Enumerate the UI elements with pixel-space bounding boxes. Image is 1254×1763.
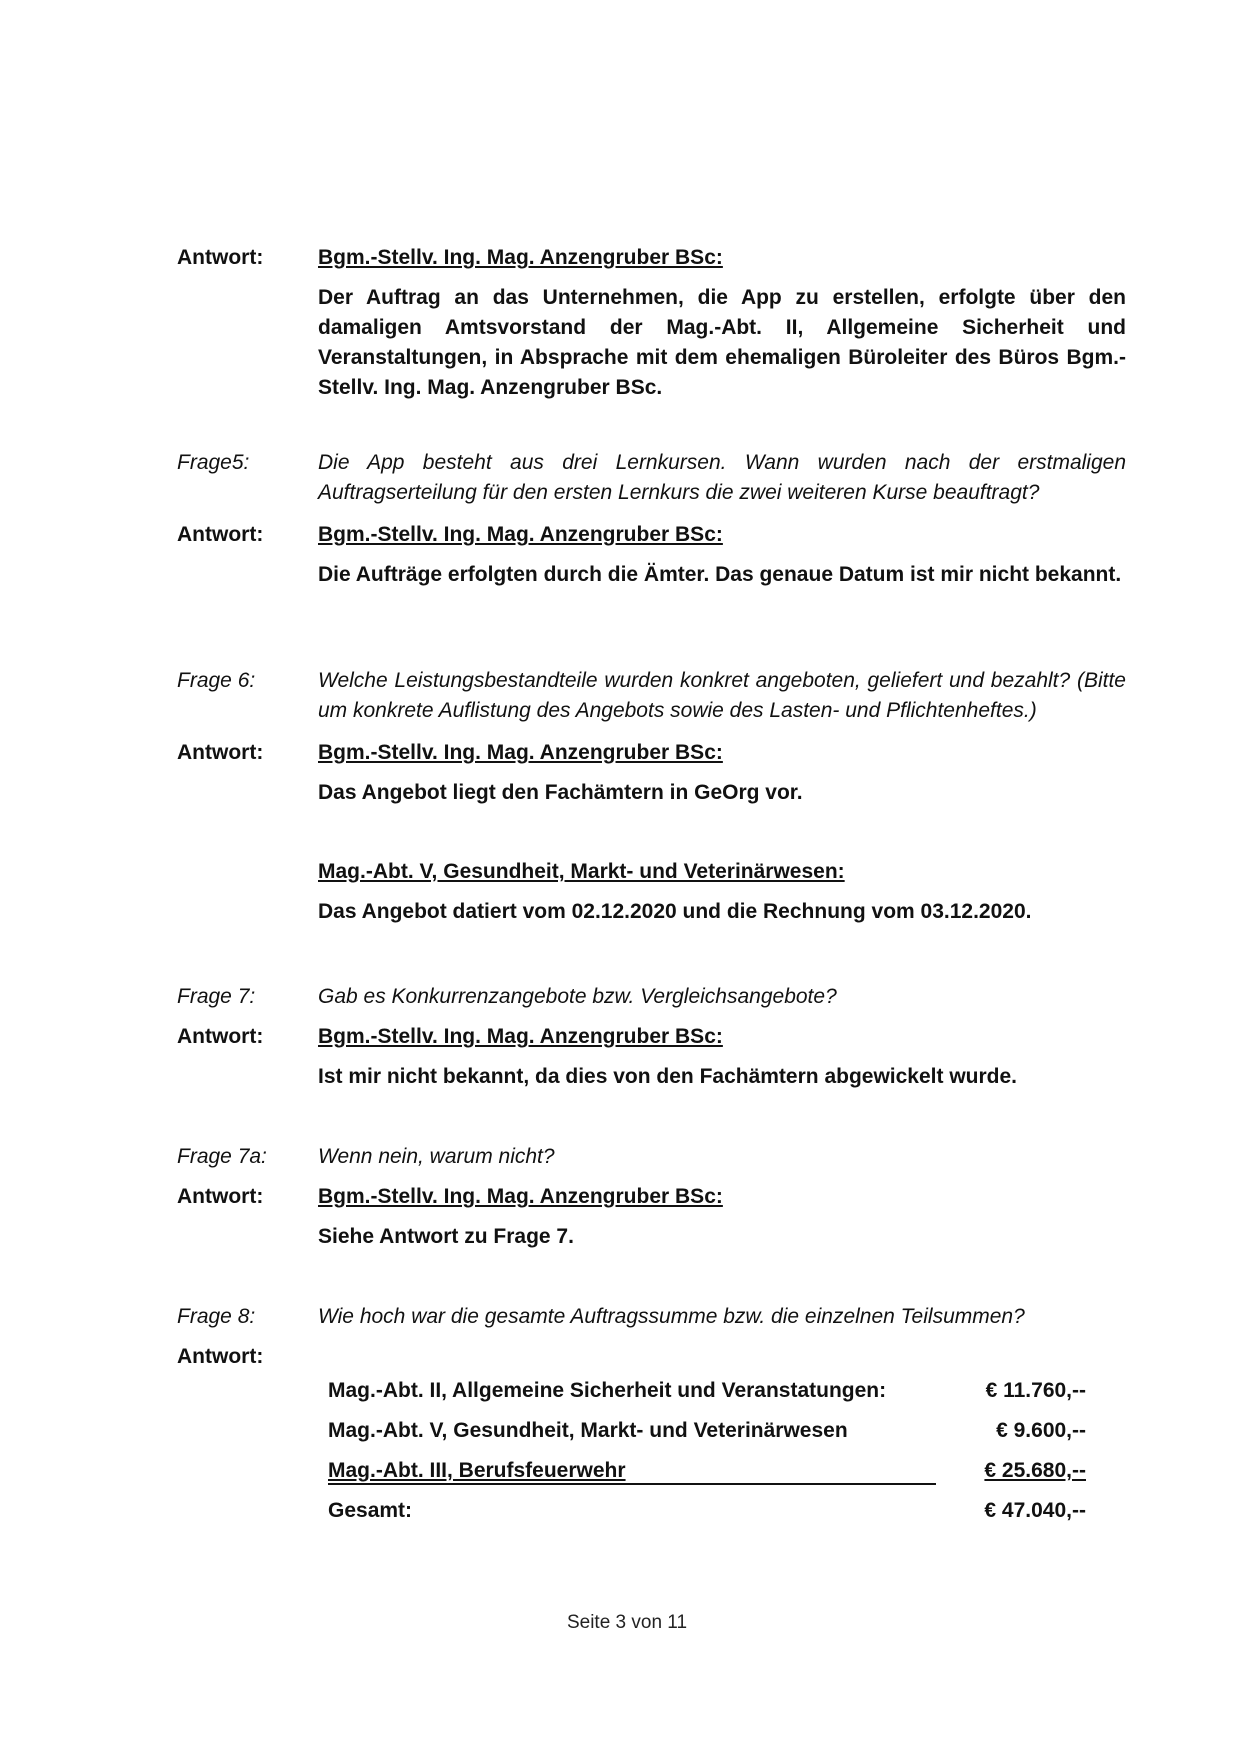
cost-row — [328, 1411, 1086, 1451]
page-number: Seite 3 von 11 — [566, 1612, 688, 1633]
department-heading: Mag.-Abt. V, Gesundheit, Markt- und Veterinärwesen: — [318, 860, 845, 883]
speaker-heading: Bgm.-Stellv. Ing. Mag. Anzengruber BSc: — [318, 523, 723, 546]
answer-text: Die Aufträge erfolgten durch die Ämter. Das genaue Datum ist mir nicht bekannt. — [318, 563, 1122, 586]
cost-total-label: Gesamt: — [328, 1499, 413, 1522]
answer-label: Antwort: — [177, 1345, 264, 1368]
answer-text: Das Angebot liegt den Fachämtern in GeOrg vor. — [318, 781, 803, 804]
answer-text: Siehe Antwort zu Frage 7. — [318, 1225, 574, 1248]
question-label: Frage 8: — [177, 1305, 256, 1328]
cost-row — [328, 1451, 1086, 1491]
cost-summary-table — [328, 1371, 1086, 1531]
cost-total-amount: € 47.040,-- — [984, 1499, 1086, 1522]
speaker-heading: Bgm.-Stellv. Ing. Mag. Anzengruber BSc: — [318, 1025, 723, 1048]
question-text: Die App besteht aus drei Lernkursen. Wann wurden nach der erstmaligen Auftragserteilung für den ersten Lernkurs die zwei weiteren Kurse beauftragt? — [318, 451, 1126, 504]
cost-row-amount: € 9.600,-- — [996, 1419, 1086, 1442]
answer-text: Das Angebot datiert vom 02.12.2020 und die Rechnung vom 03.12.2020. — [318, 900, 1032, 923]
question-text: Wenn nein, warum nicht? — [318, 1145, 555, 1168]
cost-total-row — [328, 1491, 1086, 1531]
answer-label: Antwort: — [177, 246, 264, 269]
question-label: Frage 6: — [177, 669, 256, 692]
answer-label: Antwort: — [177, 1025, 264, 1048]
cost-row-label: Mag.-Abt. II, Allgemeine Sicherheit und Veranstatungen: — [328, 1379, 887, 1402]
answer-text: Ist mir nicht bekannt, da dies von den Fachämtern abgewickelt wurde. — [318, 1065, 1017, 1088]
cost-row-label: Mag.-Abt. V, Gesundheit, Markt- und Veterinärwesen — [328, 1419, 848, 1442]
answer-label: Antwort: — [177, 523, 264, 546]
answer-text: Der Auftrag an das Unternehmen, die App zu erstellen, erfolgte über den damaligen Amtsvorstand der Mag.-Abt. II, Allgemeine Sicherheit und Veranstaltungen, in Absprache mit dem ehemaligen Büroleiter des Büros Bgm.-Stellv. Ing. Mag. Anzengruber BSc. — [318, 286, 1126, 399]
speaker-heading: Bgm.-Stellv. Ing. Mag. Anzengruber BSc: — [318, 1185, 723, 1208]
question-label: Frage5: — [177, 451, 250, 474]
speaker-heading: Bgm.-Stellv. Ing. Mag. Anzengruber BSc: — [318, 246, 723, 269]
cost-row-amount: € 25.680,-- — [984, 1459, 1086, 1482]
question-label: Frage 7: — [177, 985, 256, 1008]
question-label: Frage 7a: — [177, 1145, 267, 1168]
question-text: Wie hoch war die gesamte Auftragssumme bzw. die einzelnen Teilsummen? — [318, 1305, 1025, 1328]
subtotal-rule — [328, 1483, 936, 1485]
question-text: Gab es Konkurrenzangebote bzw. Vergleichsangebote? — [318, 985, 837, 1008]
speaker-heading: Bgm.-Stellv. Ing. Mag. Anzengruber BSc: — [318, 741, 723, 764]
cost-row — [328, 1371, 1086, 1411]
cost-row-label: Mag.-Abt. III, Berufsfeuerwehr — [328, 1459, 626, 1482]
cost-row-amount: € 11.760,-- — [985, 1379, 1086, 1402]
answer-label: Antwort: — [177, 741, 264, 764]
answer-label: Antwort: — [177, 1185, 264, 1208]
question-text: Welche Leistungsbestandteile wurden konkret angeboten, geliefert und bezahlt? (Bitte um konkrete Auflistung des Angebots sowie des Lasten- und Pflichtenheftes.) — [318, 669, 1126, 722]
